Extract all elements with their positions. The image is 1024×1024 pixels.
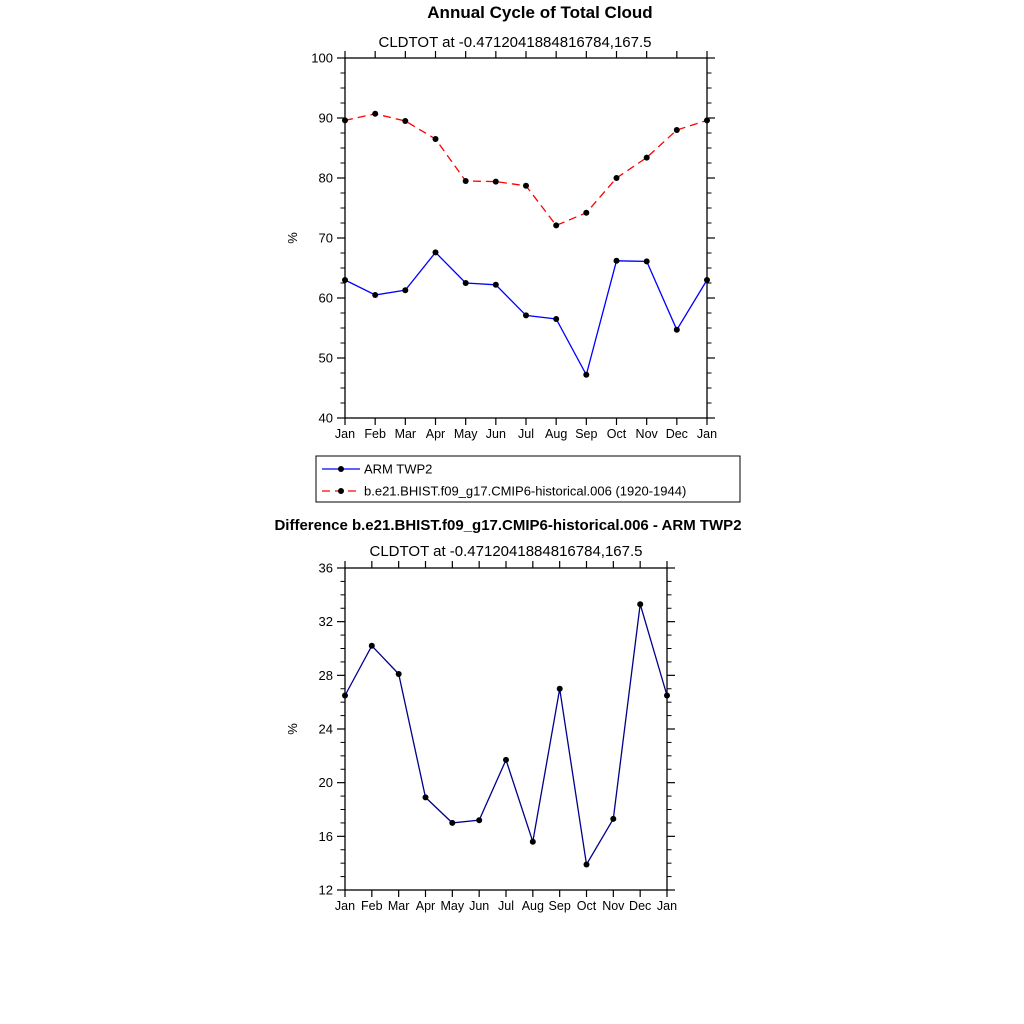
data-point-marker (644, 155, 650, 161)
data-point-marker (493, 282, 499, 288)
data-point-marker (449, 820, 455, 826)
y-tick-label: 36 (318, 560, 333, 576)
y-tick-label: 12 (318, 882, 333, 898)
difference-plot (285, 561, 677, 914)
y-tick-label: 20 (318, 775, 333, 791)
x-tick-label: Aug (545, 427, 568, 441)
data-point-marker (463, 280, 469, 286)
data-point-marker (553, 316, 559, 322)
x-tick-label: Jan (696, 427, 718, 441)
x-tick-label: Jan (334, 899, 356, 913)
data-point-marker (342, 693, 348, 699)
y-tick-label: 28 (318, 667, 333, 683)
top-chart-subtitle: CLDTOT at -0.4712041884816784,167.5 (378, 34, 652, 51)
y-tick-label: 90 (318, 110, 333, 126)
x-tick-label: Sep (575, 427, 598, 441)
x-tick-label: Apr (415, 899, 436, 913)
x-tick-label: Apr (425, 427, 446, 441)
difference-chart-title: Difference b.e21.BHIST.f09_g17.CMIP6-historical.006 - ARM TWP2 (274, 517, 742, 534)
difference-chart-subtitle: CLDTOT at -0.4712041884816784,167.5 (369, 543, 643, 560)
legend-marker (338, 466, 344, 472)
y-axis-unit-label: % (285, 232, 300, 244)
x-tick-label: May (453, 427, 478, 441)
data-point-marker (493, 179, 499, 185)
x-tick-label: Feb (361, 899, 383, 913)
x-tick-label: Jun (469, 899, 490, 913)
data-point-marker (372, 292, 378, 298)
data-point-marker (476, 817, 482, 823)
x-tick-label: Jun (485, 427, 506, 441)
y-tick-label: 24 (318, 721, 333, 737)
y-tick-label: 40 (318, 410, 333, 426)
x-tick-label: Aug (521, 899, 544, 913)
x-tick-label: Dec (629, 899, 652, 913)
y-tick-label: 80 (318, 170, 333, 186)
y-tick-label: 100 (311, 50, 333, 66)
data-point-marker (402, 118, 408, 124)
plot-frame (345, 568, 667, 890)
data-point-marker (402, 287, 408, 293)
y-tick-label: 32 (318, 614, 333, 630)
data-point-marker (614, 258, 620, 264)
data-point-marker (463, 178, 469, 184)
data-point-marker (614, 175, 620, 181)
data-point-marker (523, 183, 529, 189)
legend-label: ARM TWP2 (364, 461, 433, 477)
series-line (345, 604, 667, 864)
data-point-marker (644, 258, 650, 264)
x-tick-label: Dec (665, 427, 688, 441)
data-point-marker (674, 327, 680, 333)
data-point-marker (369, 643, 375, 649)
data-point-marker (674, 127, 680, 133)
y-tick-label: 50 (318, 350, 333, 366)
y-tick-label: 16 (318, 828, 333, 844)
x-tick-label: Jul (498, 899, 514, 913)
data-point-marker (704, 277, 710, 283)
data-point-marker (583, 372, 589, 378)
data-point-marker (342, 117, 348, 123)
data-point-marker (523, 312, 529, 318)
legend-box (316, 456, 740, 502)
data-point-marker (372, 111, 378, 117)
y-tick-label: 60 (318, 290, 333, 306)
data-point-marker (342, 277, 348, 283)
data-point-marker (610, 816, 616, 822)
data-point-marker (530, 839, 536, 845)
x-tick-label: Nov (602, 899, 625, 913)
data-point-marker (433, 136, 439, 142)
data-point-marker (584, 862, 590, 868)
data-point-marker (704, 117, 710, 123)
x-tick-label: Mar (394, 427, 417, 441)
data-point-marker (557, 686, 563, 692)
data-point-marker (583, 210, 589, 216)
x-tick-label: Jan (656, 899, 678, 913)
annual-cycle-plot (285, 51, 717, 442)
x-tick-label: Mar (387, 899, 410, 913)
plot-frame (345, 58, 707, 418)
x-tick-label: Nov (635, 427, 658, 441)
x-tick-label: Jul (518, 427, 534, 441)
y-tick-label: 70 (318, 230, 333, 246)
data-point-marker (396, 671, 402, 677)
data-point-marker (664, 693, 670, 699)
y-axis-unit-label: % (285, 723, 300, 735)
data-point-marker (423, 794, 429, 800)
x-tick-label: Oct (606, 427, 627, 441)
x-tick-label: Feb (364, 427, 386, 441)
data-point-marker (553, 222, 559, 228)
data-point-marker (503, 757, 509, 763)
x-tick-label: Oct (576, 899, 597, 913)
top-chart-title: Annual Cycle of Total Cloud (427, 3, 653, 22)
data-point-marker (433, 249, 439, 255)
series-line (345, 114, 707, 226)
x-tick-label: Jan (334, 427, 356, 441)
x-tick-label: Sep (548, 899, 571, 913)
x-tick-label: May (440, 899, 465, 913)
data-point-marker (637, 601, 643, 607)
legend-label: b.e21.BHIST.f09_g17.CMIP6-historical.006 (1920-1944) (364, 483, 687, 499)
legend-marker (338, 488, 344, 494)
